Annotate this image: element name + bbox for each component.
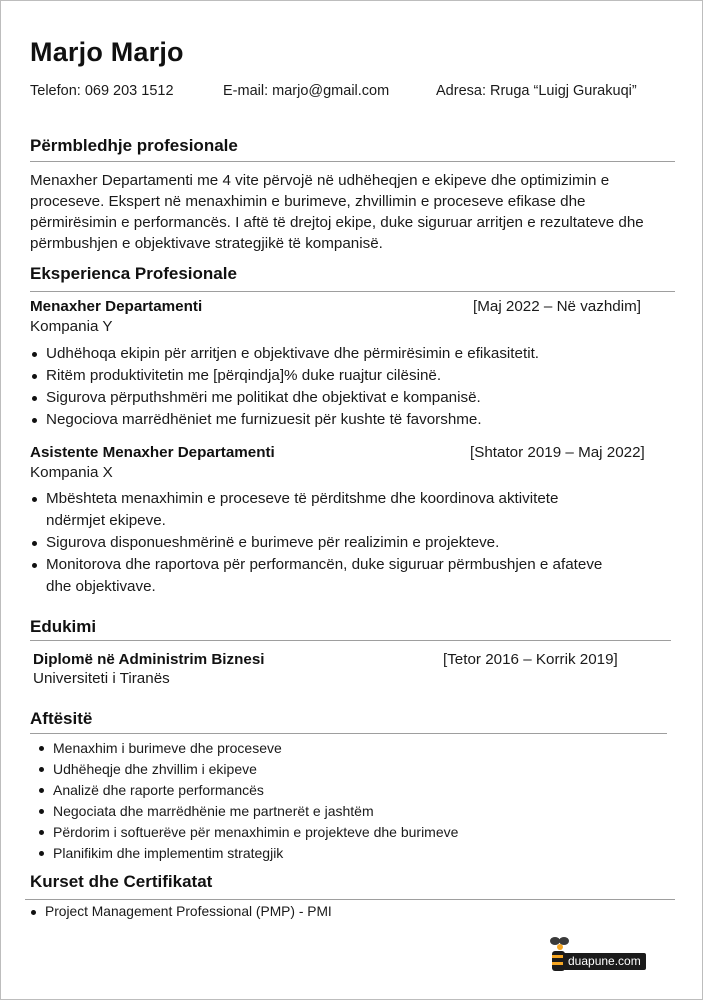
list-item: Negociata dhe marrëdhënie me partnerët e jashtëm bbox=[38, 801, 638, 822]
job-dates: [Shtator 2019 – Maj 2022] bbox=[470, 444, 645, 461]
job-company: Kompania Y bbox=[30, 318, 113, 335]
list-item: Udhëheqje dhe zhvillim i ekipeve bbox=[38, 759, 638, 780]
skills-divider bbox=[30, 733, 667, 734]
job-position: Menaxher Departamenti bbox=[30, 298, 203, 315]
address-text: Adresa: Rruga “Luigj Gurakuqi” bbox=[436, 83, 637, 99]
list-item: Planifikim dhe implementim strategjik bbox=[38, 843, 638, 864]
education-title: Edukimi bbox=[30, 617, 97, 636]
summary-text: Menaxher Departamenti me 4 vite përvojë në udhëheqjen e ekipeve dhe optimizimin e proceseve. Ekspert në menaxhimin e burimeve, zhvillimin e proceseve efikase dhe përmirësimin e performancës. I aftë të drejtoj ekipe, duke siguruar arritjen e rezultateve dhe përmbushjen e objektivave strategjikë të kompanisë. bbox=[30, 172, 644, 252]
list-item: Mbështeta menaxhimin e proceseve të përditshme dhe koordinova aktivitete ndërmjet ekipeve. bbox=[31, 488, 616, 532]
degree-title: Diplomë në Administrim Biznesi bbox=[33, 651, 265, 668]
experience-title: Eksperienca Profesionale bbox=[30, 264, 237, 283]
list-item: Menaxhim i burimeve dhe proceseve bbox=[38, 738, 638, 759]
certificates-divider bbox=[25, 899, 675, 900]
summary-divider bbox=[30, 161, 675, 162]
school-name: Universiteti i Tiranës bbox=[33, 670, 170, 687]
job-position: Asistente Menaxher Departamenti bbox=[30, 444, 275, 461]
job-bullets bbox=[31, 343, 631, 431]
education-dates: [Tetor 2016 – Korrik 2019] bbox=[443, 651, 618, 668]
phone-text: Telefon: 069 203 1512 bbox=[30, 83, 174, 99]
list-item: Analizë dhe raporte performancës bbox=[38, 780, 638, 801]
list-item: Monitorova dhe raportova për performancën, duke siguruar përmbushjen e afateve dhe objektivave. bbox=[31, 554, 616, 598]
list-item: Project Management Professional (PMP) - PMI bbox=[30, 902, 630, 922]
list-item: Udhëhoqa ekipin për arritjen e objektivave dhe përmirësimin e efikasitetit. bbox=[31, 343, 631, 365]
list-item: Ritëm produktivitetin me [përqindja]% duke ruajtur cilësinë. bbox=[31, 365, 631, 387]
list-item: Sigurova disponueshmërinë e burimeve për realizimin e projekteve. bbox=[31, 532, 616, 554]
job-company: Kompania X bbox=[30, 464, 113, 481]
education-divider bbox=[30, 640, 671, 641]
certificates-title: Kurset dhe Certifikatat bbox=[30, 872, 213, 891]
candidate-name: Marjo Marjo bbox=[30, 37, 184, 67]
experience-divider bbox=[30, 291, 675, 292]
job-dates: [Maj 2022 – Në vazhdim] bbox=[473, 298, 641, 315]
list-item: Negociova marrëdhëniet me furnizuesit për kushte të favorshme. bbox=[31, 409, 631, 431]
skills-list bbox=[38, 738, 638, 864]
duapune-logo bbox=[549, 933, 659, 977]
logo-text: duapune.com bbox=[563, 953, 646, 970]
email-text: E-mail: marjo@gmail.com bbox=[223, 83, 390, 99]
list-item: Përdorim i softuerëve për menaxhimin e projekteve dhe burimeve bbox=[38, 822, 638, 843]
list-item: Sigurova përputhshmëri me politikat dhe objektivat e kompanisë. bbox=[31, 387, 631, 409]
skills-title: Aftësitë bbox=[30, 709, 93, 728]
certificates-list bbox=[30, 902, 630, 922]
job-bullets bbox=[31, 488, 616, 598]
summary-title: Përmbledhje profesionale bbox=[30, 136, 238, 155]
